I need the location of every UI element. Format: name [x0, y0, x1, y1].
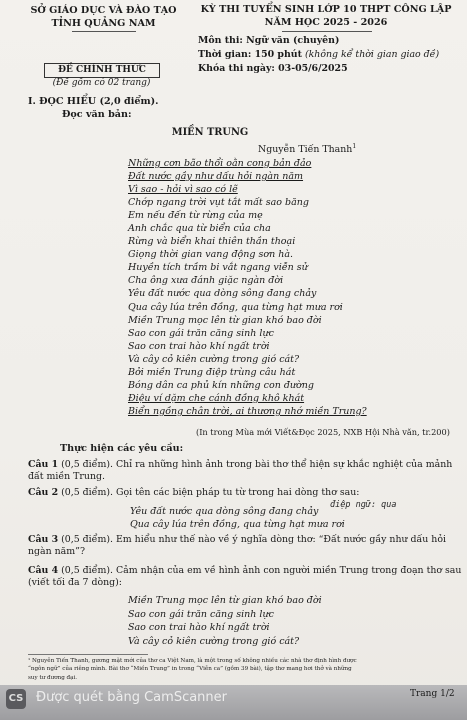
- poem-line: [128, 157, 367, 170]
- poem-source: (In trong Mùa mới Viết&Đọc 2025, NXB Hội Nhà văn, tr.200): [196, 427, 450, 437]
- school-year-underline: [282, 31, 372, 32]
- poem-line: Bóng dân ca phủ kín những con đường: [128, 379, 314, 391]
- poem-line: [128, 392, 367, 405]
- question-1-text-cont: đất miền Trung.: [28, 471, 105, 483]
- question-4-quote-line: Và cây cỏ kiên cường trong gió cát?: [128, 635, 300, 647]
- poem-line: Miền Trung mọc lên từ gian khó bao đời: [128, 314, 322, 326]
- footnote-marker: 1: [352, 143, 357, 150]
- poem-line: [128, 183, 367, 196]
- poem-line: Em nếu đến từ rừng của mẹ: [128, 210, 263, 222]
- poem-line: Và cây cỏ kiên cường trong gió cát?: [128, 353, 300, 365]
- question-4-quote: [128, 594, 322, 648]
- question-1-text: Chỉ ra những hình ảnh trong bài thơ thể hiện sự khắc nghiệt của mảnh: [115, 459, 453, 470]
- poem-line: Huyền tích trầm bi vắt ngang viễn sử: [128, 262, 308, 274]
- department-underline: [72, 31, 136, 32]
- poem-line-text: Điệu ví dặm che cánh đồng khô khát: [128, 392, 305, 404]
- question-2-quote: [130, 505, 345, 531]
- question-1: [28, 459, 452, 484]
- section-heading: I. ĐỌC HIỂU (2,0 điểm).: [28, 96, 159, 107]
- poem-author-name: Nguyễn Tiến Thanh: [258, 144, 353, 156]
- question-4-label: Câu 4: [28, 565, 59, 576]
- department-line-1: SỞ GIÁO DỤC VÀ ĐÀO TẠO: [30, 5, 177, 16]
- poem-line: Qua cây lúa trên đồng, qua từng hạt mưa rơi: [128, 301, 343, 313]
- question-3-text: Em hiểu như thế nào về ý nghĩa dòng thơ: “Đất nước gầy như dấu hỏi: [115, 534, 446, 545]
- question-4-points: (0,5 điểm).: [61, 565, 113, 576]
- question-2-quote-line-2: Qua cây lúa trên đồng, qua từng hạt mưa rơi: [130, 519, 345, 530]
- footnote: [28, 657, 357, 682]
- question-2-points: (0,5 điểm).: [61, 487, 113, 498]
- department-name: [6, 4, 201, 30]
- footnote-line-3: suy tư đương đại.: [28, 674, 78, 681]
- question-3-points: (0,5 điểm).: [61, 534, 113, 545]
- footnote-line-2: “ngôn ngữ” của riêng mình. Bài thơ “Miền Trung” in trong “Viễn ca” (gồm 39 bài), tập thơ mang hơi thở và những: [28, 666, 352, 673]
- question-3-label: Câu 3: [28, 534, 59, 545]
- poem-line-text: Vì sao - hỏi vì sao có lẽ: [128, 184, 238, 196]
- pages-note: (Đề gồm có 02 trang): [52, 78, 151, 88]
- page-number: Trang 1/2: [410, 689, 455, 699]
- question-4-text-cont: (viết tối đa 7 dòng):: [28, 577, 122, 589]
- scanner-watermark-text: Được quét bằng CamScanner: [36, 690, 228, 705]
- question-1-points: (0,5 điểm).: [61, 459, 113, 470]
- poem-line: Chớp ngang trời vụt tắt mất sao băng: [128, 197, 309, 209]
- poem-line-text: Đất nước gầy như dấu hỏi ngàn năm: [128, 171, 304, 183]
- exam-time: Thời gian: 150 phút: [198, 49, 302, 60]
- poem-line-text: Biển ngồng chân trời, ai thương nhớ miền Trung?: [128, 405, 367, 417]
- handwritten-note: điệp ngữ: qua: [330, 500, 397, 510]
- poem-title: MIỀN TRUNG: [171, 127, 249, 138]
- poem-line: Bởi miền Trung điệp trùng câu hát: [128, 366, 296, 378]
- question-4-quote-line: Sao con gái trăn căng sinh lực: [128, 608, 274, 620]
- question-4-text: Cảm nhận của em về hình ảnh con người miền Trung trong đoạn thơ sau: [115, 565, 462, 576]
- poem-line: Anh chắc qua từ biển của cha: [128, 223, 271, 235]
- question-2-label: Câu 2: [28, 487, 59, 498]
- question-3-text-cont: ngàn năm”?: [28, 546, 85, 558]
- poem-line: [128, 170, 367, 183]
- read-label: Đọc văn bản:: [62, 109, 132, 120]
- department-line-2: TỈNH QUẢNG NAM: [51, 18, 156, 29]
- footnote-divider: [28, 654, 148, 655]
- question-3: [28, 534, 446, 559]
- question-1-label: Câu 1: [28, 459, 59, 470]
- exam-date: Khóa thi ngày: 03-05/6/2025: [198, 63, 348, 74]
- question-4: [28, 565, 461, 590]
- footnote-line-1: ¹ Nguyễn Tiến Thanh, gương mặt mới của thơ ca Việt Nam, là một trong số không nhiều các nhà thơ định hình được: [28, 658, 357, 664]
- official-label-box: ĐỀ CHÍNH THỨC: [44, 63, 160, 78]
- camscanner-logo: CS: [6, 689, 26, 709]
- subject: Môn thi: Ngữ văn (chuyên): [198, 35, 340, 46]
- exam-time-note: (không kể thời gian giao đề): [304, 49, 440, 60]
- question-2: [28, 487, 359, 499]
- poem-body: [128, 157, 367, 418]
- poem-line: Sao con trai hào khí ngất trời: [128, 340, 270, 352]
- question-2-quote-line-1: Yêu đất nước qua dòng sông đang chảy: [130, 506, 319, 517]
- poem-line: Rừng và biển khai thiên thần thoại: [128, 236, 296, 248]
- exam-title: KỲ THI TUYỂN SINH LỚP 10 THPT CÔNG LẬP: [200, 4, 452, 15]
- school-year: NĂM HỌC 2025 - 2026: [264, 17, 388, 28]
- question-2-text: Gọi tên các biện pháp tu từ trong hai dòng thơ sau:: [115, 487, 360, 498]
- poem-line: Giọng thời gian vang động sơn hà.: [128, 249, 294, 261]
- poem-line: Sao con gái trăn căng sinh lực: [128, 327, 274, 339]
- poem-line: Cha ông xưa đánh giặc ngàn đời: [128, 275, 284, 287]
- question-4-quote-line: Sao con trai hào khí ngất trời: [128, 622, 270, 634]
- poem-author: [258, 143, 356, 155]
- exam-time-line: [198, 49, 439, 60]
- poem-line-text: Những cơn bão thổi oằn cong bản đảo: [128, 158, 312, 169]
- poem-line: [128, 405, 367, 418]
- question-4-quote-line: Miền Trung mọc lên từ gian khó bao đời: [128, 595, 322, 606]
- poem-line: Yêu đất nước qua dòng sông đang chảy: [128, 288, 317, 300]
- tasks-heading: Thực hiện các yêu cầu:: [60, 443, 184, 454]
